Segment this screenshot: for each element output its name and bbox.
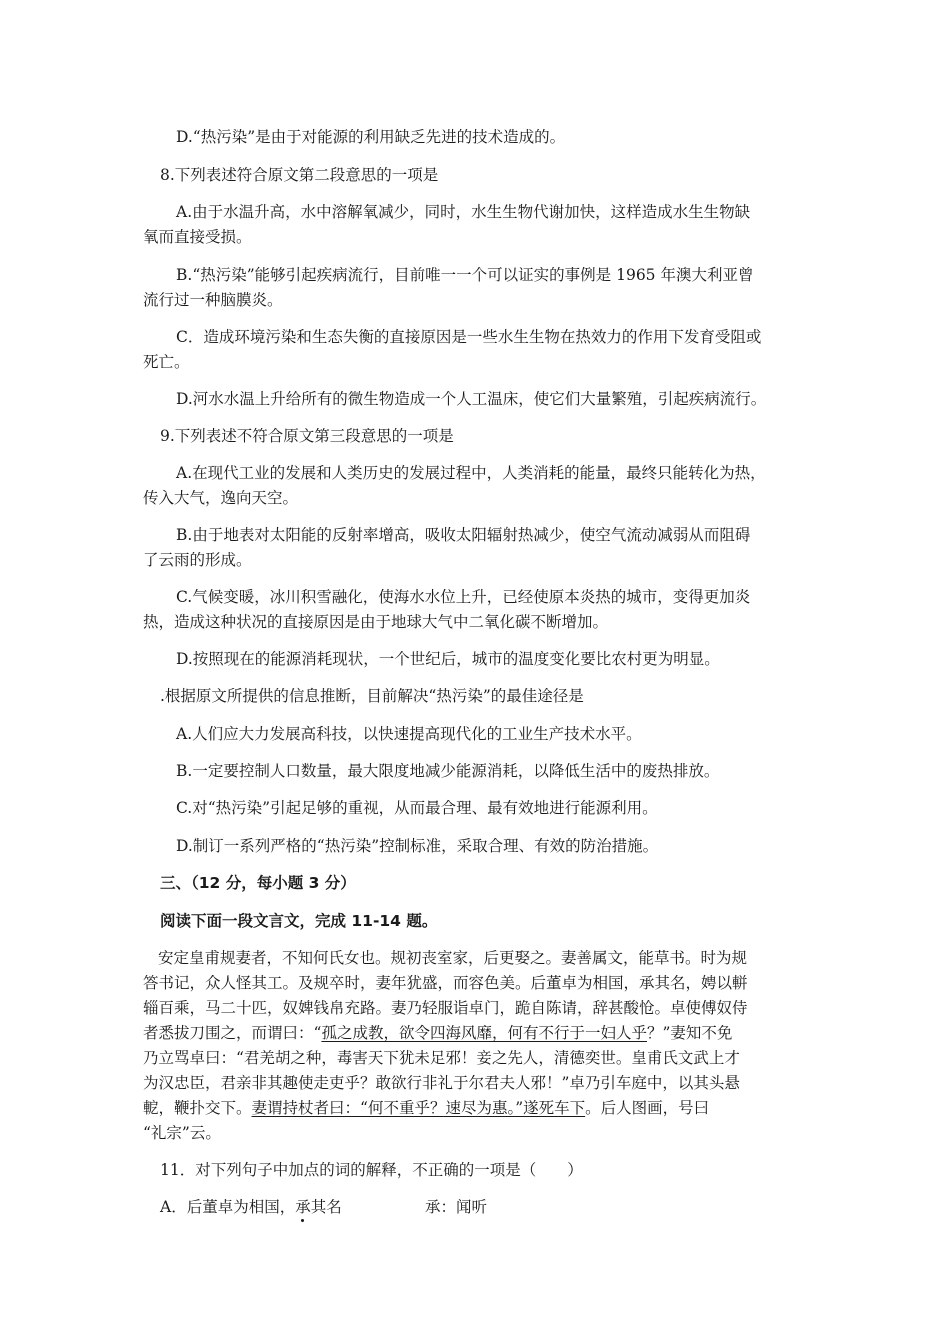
passage-line-2: 答书记，众人怪其工。及规卒时，妻年犹盛，而容色美。后董卓为相国，承其名，娉以軿 bbox=[143, 974, 748, 992]
q11-stem: 11．对下列句子中加点的词的解释，不正确的一项是（ ） bbox=[160, 1161, 583, 1179]
section-instruction: 阅读下面一段文言文，完成 11-14 题。 bbox=[160, 912, 438, 930]
q9-option-a-cont: 传入大气，逸向天空。 bbox=[143, 489, 299, 507]
q8-option-c-cont: 死亡。 bbox=[143, 353, 190, 371]
q11-option-a bbox=[160, 1197, 342, 1217]
q9-option-c-cont: 热，造成这种状况的直接原因是由于地球大气中二氧化碳不断增加。 bbox=[143, 613, 609, 631]
q8-option-b: B.“热污染”能够引起疾病流行，目前唯一一个可以证实的事例是 1965 年澳大利亚曾 bbox=[176, 266, 754, 284]
q8-option-a: A.由于水温升高，水中溶解氧减少，同时，水生生物代谢加快，这样造成水生生物缺 bbox=[176, 203, 751, 221]
q7-option-d: D.“热污染”是由于对能源的利用缺乏先进的技术造成的。 bbox=[176, 128, 566, 146]
passage-line-5: 乃立骂卓曰：“君羌胡之种，毒害天下犹未足邪！妾之先人，清德奕世。皇甫氏文武上才 bbox=[143, 1049, 740, 1067]
q8-option-c: C．造成环境污染和生态失衡的直接原因是一些水生生物在热效力的作用下发育受阻或 bbox=[176, 328, 762, 346]
q10-option-d: D.制订一系列严格的“热污染”控制标准，采取合理、有效的防治措施。 bbox=[176, 837, 659, 855]
q8-option-a-cont: 氧而直接受损。 bbox=[143, 228, 252, 246]
q10-option-c: C.对“热污染”引起足够的重视，从而最合理、最有效地进行能源利用。 bbox=[176, 799, 658, 817]
q10-stem: .根据原文所提供的信息推断，目前解决“热污染”的最佳途径是 bbox=[160, 687, 584, 705]
option-text: 其名 bbox=[310, 1198, 342, 1216]
passage-text: ？”妻知不免 bbox=[646, 1024, 733, 1042]
q9-option-a: A.在现代工业的发展和人类历史的发展过程中，人类消耗的能量，最终只能转化为热， bbox=[176, 464, 766, 482]
passage-line-4 bbox=[143, 1023, 732, 1043]
q8-stem: 8.下列表述符合原文第二段意思的一项是 bbox=[160, 166, 439, 184]
passage-text: 。后人图画，号曰 bbox=[585, 1099, 710, 1117]
q9-option-c: C.气候变暖，冰川积雪融化，使海水水位上升，已经使原本炎热的城市，变得更加炎 bbox=[176, 588, 751, 606]
passage-text: 軶，鞭扑交下。 bbox=[143, 1099, 252, 1117]
underlined-sentence-1: 孤之成教，欲令四海风靡，何有不行于一妇人乎 bbox=[321, 1024, 647, 1042]
q9-option-d: D.按照现在的能源消耗现状，一个世纪后，城市的温度变化要比农村更为明显。 bbox=[176, 650, 720, 668]
q10-option-b: B.一定要控制人口数量，最大限度地减少能源消耗，以降低生活中的废热排放。 bbox=[176, 762, 720, 780]
passage-text: 者悉拔刀围之，而谓曰：“ bbox=[143, 1024, 322, 1042]
q9-option-b-cont: 了云雨的形成。 bbox=[143, 551, 252, 569]
q9-option-b: B.由于地表对太阳能的反射率增高，吸收太阳辐射热减少，使空气流动减弱从而阻碍 bbox=[176, 526, 751, 544]
passage-line-7 bbox=[143, 1098, 709, 1118]
option-text: A．后董卓为相国， bbox=[160, 1198, 296, 1216]
section-heading: 三、（12 分，每小题 3 分） bbox=[160, 874, 356, 892]
passage-line-8: “礼宗”云。 bbox=[143, 1124, 221, 1142]
q8-option-d: D.河水水温上升给所有的微生物造成一个人工温床，使它们大量繁殖，引起疾病流行。 bbox=[176, 390, 767, 408]
underlined-sentence-2: 妻谓持杖者曰：“何不重乎？速尽为惠。”遂死车下 bbox=[251, 1099, 586, 1117]
passage-line-1: 安定皇甫规妻者，不知何氏女也。规初丧室家，后更娶之。妻善属文，能草书。时为规 bbox=[158, 949, 748, 967]
q8-option-b-cont: 流行过一种脑膜炎。 bbox=[143, 291, 283, 309]
passage-line-3: 辎百乘，马二十匹，奴婢钱帛充路。妻乃轻服诣卓门，跪自陈请，辞甚酸怆。卓使傅奴侍 bbox=[143, 999, 748, 1017]
passage-line-6: 为汉忠臣，君亲非其趣使走吏乎？敢欲行非礼于尔君夫人邪！”卓乃引车庭中，以其头悬 bbox=[143, 1074, 740, 1092]
q10-option-a: A.人们应大力发展高科技，以快速提高现代化的工业生产技术水平。 bbox=[176, 725, 642, 743]
q9-stem: 9.下列表述不符合原文第三段意思的一项是 bbox=[160, 427, 454, 445]
dotted-word: 承 bbox=[295, 1198, 311, 1216]
q11-option-a-gloss: 承：闻听 bbox=[425, 1198, 488, 1216]
